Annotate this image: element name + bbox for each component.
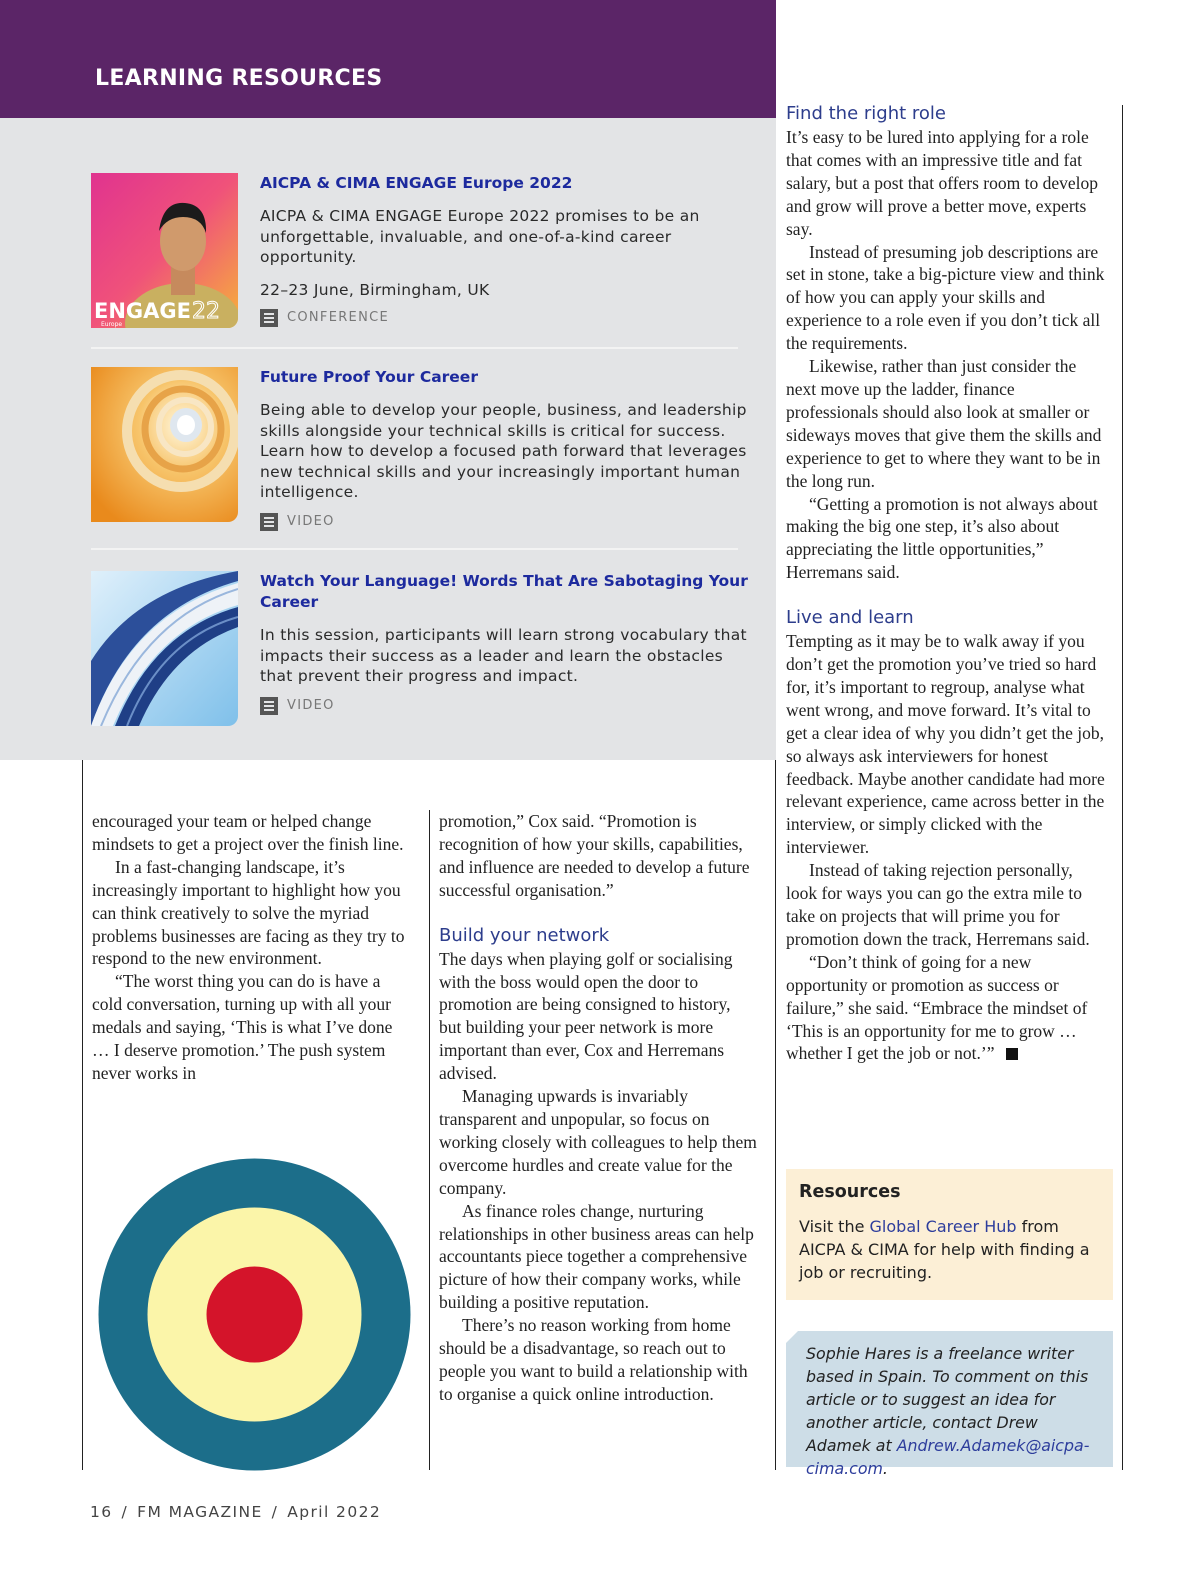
resource-description: AICPA & CIMA ENGAGE Europe 2022 promises to be an unforgettable, invaluable, and one-of-a-kind career opportunity. <box>260 207 700 266</box>
section-title: LEARNING RESOURCES <box>95 66 383 91</box>
section-header <box>0 0 776 118</box>
global-career-hub-link[interactable]: Global Career Hub <box>869 1217 1017 1236</box>
resource-tag-label: VIDEO <box>287 698 335 713</box>
resource-date: 22–23 June, Birmingham, UK <box>260 280 490 299</box>
resources-box <box>786 1169 1113 1300</box>
list-icon <box>260 309 278 327</box>
resource-tag <box>260 513 755 531</box>
subheading: Find the right role <box>786 103 946 124</box>
resource-tag <box>260 697 755 715</box>
bio-text: Sophie Hares is a freelance writer based in Spain. To comment on this article or to suggest an idea for another article, contact Drew Adamek at <box>806 1344 1089 1455</box>
paragraph: Instead of taking rejection personally, look for ways you can go the extra mile to take on projects that will prime you for promotion down the track, Herremans said. <box>786 860 1090 949</box>
resource-tag-label: CONFERENCE <box>287 310 389 325</box>
paragraph: Managing upwards is invariably transparent and unpopular, so focus on working closely with colleagues to help them overcome hurdles and create value for the company. <box>439 1086 757 1198</box>
target-illustration <box>97 1157 412 1472</box>
resources-text-before: Visit the <box>799 1217 870 1236</box>
footer-separator: / <box>271 1503 279 1521</box>
resources-heading: Resources <box>799 1182 901 1202</box>
resource-title-link[interactable]: AICPA & CIMA ENGAGE Europe 2022 <box>260 174 573 192</box>
paragraph: In a fast-changing landscape, it’s increasingly important to highlight how you can think creatively to solve the myriad problems businesses are facing as they try to respond to the new environment. <box>92 856 405 969</box>
bio-corner-notch <box>786 1331 798 1343</box>
subheading: Live and learn <box>786 607 914 629</box>
divider <box>91 347 738 349</box>
resource-description: In this session, participants will learn strong vocabulary that impacts their success as a leader and learn the obstacles that prevent their progress and impact. <box>260 626 747 685</box>
paragraph: encouraged your team or helped change mindsets to get a project over the finish line. <box>92 811 404 854</box>
resource-title-link[interactable]: Future Proof Your Career <box>260 368 478 386</box>
page-number: 16 <box>90 1503 113 1521</box>
engage-logo-sub: Europe <box>101 321 123 328</box>
column-rule <box>775 760 776 1470</box>
engage-logo-text: ENGAGE <box>94 299 191 323</box>
building-image <box>91 571 238 726</box>
subheading: Build your network <box>439 924 610 946</box>
watch-language-thumbnail[interactable] <box>91 571 238 726</box>
resource-tag <box>260 309 755 327</box>
paragraph-text: “Don’t think of going for a new opportunity or promotion as success or failure,” she said. “Embrace the mindset of ‘This is an opportunity for me to grow … whether I get the job or not.’” <box>786 951 1088 1064</box>
column-rule <box>1122 105 1123 1470</box>
paragraph: The days when playing golf or socialising with the boss would open the door to promotion are being consigned to history, but building your peer network is more important than ever, Cox and Herremans advised. <box>439 948 733 1084</box>
article-column-2 <box>439 810 757 1406</box>
paragraph: Instead of presuming job descriptions are set in stone, take a big-picture view and think of how you can apply your skills and experience to a role even if you don’t tick all the requirements. <box>786 241 1105 354</box>
paragraph: As finance roles change, nurturing relationships in other business areas can help accountants piece together a comprehensive picture of how their company works, while building a positive reputation. <box>439 1200 754 1313</box>
paragraph <box>786 951 1108 1066</box>
future-proof-thumbnail[interactable] <box>91 367 238 522</box>
paragraph: Tempting as it may be to walk away if you don’t get the promotion you’ve tried so hard for, it’s important to regroup, analyse what went wrong, and move forward. It’s vital to get a clear idea of why you didn’t get the job, so always ask interviewers for honest feedback. Maybe another candidate had more relevant experience, came across better in the interview, or simply clicked with the interviewer. <box>786 631 1105 858</box>
spiral-staircase-image <box>91 367 238 522</box>
article-column-1 <box>92 810 412 1085</box>
engage-logo-year: 22 <box>192 299 220 324</box>
end-of-article-mark <box>1006 1048 1018 1060</box>
paragraph: It’s easy to be lured into applying for a role that comes with an impressive title and fat salary, but a post that offers room to develop and grow will prove a better move, experts say. <box>786 127 1099 239</box>
resources-text-after: from AICPA & CIMA for help with finding a job or recruiting. <box>799 1217 1090 1282</box>
page-footer <box>90 1503 381 1521</box>
author-bio-box <box>786 1331 1113 1478</box>
resources-text <box>799 1215 1100 1284</box>
engage-thumbnail[interactable] <box>91 173 238 328</box>
issue-date: April 2022 <box>287 1503 382 1521</box>
column-rule <box>429 810 430 1470</box>
resource-description: Being able to develop your people, business, and leadership skills alongside your technical skills is critical for success. Learn how to develop a focused path forward that leverages new technical skills and your increasingly important human intelligence. <box>260 401 747 501</box>
paragraph: Likewise, rather than just consider the next move up the ladder, finance professionals should also look at smaller or sideways moves that give them the skills and experience to get to where they want to be in the long run. <box>786 356 1102 491</box>
divider <box>91 548 738 550</box>
paragraph: promotion,” Cox said. “Promotion is recognition of how your skills, capabilities, and influence are needed to develop a future successful organisation.” <box>439 811 750 900</box>
footer-separator: / <box>121 1503 129 1521</box>
paragraph: “Getting a promotion is not always about making the big one step, it’s also about appreciating the little opportunities,” Herremans said. <box>786 493 1098 583</box>
bio-end: . <box>882 1459 888 1478</box>
column-rule <box>82 760 83 1470</box>
resource-title-link[interactable]: Watch Your Language! Words That Are Sabotaging Your Career <box>260 572 748 611</box>
magazine-name: FM MAGAZINE <box>137 1503 263 1521</box>
list-icon <box>260 697 278 715</box>
author-email-link[interactable]: Andrew.Adamek@aicpa-cima.com <box>806 1436 1090 1478</box>
list-icon <box>260 513 278 531</box>
target-bullseye <box>207 1267 303 1363</box>
paragraph: There’s no reason working from home should be a disadvantage, so reach out to people you want to build a relationship with to organise a quick online introduction. <box>439 1315 748 1404</box>
article-column-3 <box>786 102 1108 1065</box>
resource-tag-label: VIDEO <box>287 514 335 529</box>
engage-image <box>91 173 238 328</box>
paragraph: “The worst thing you can do is have a cold conversation, turning up with all your medals and saying, ‘This is what I’ve done … I deserve promotion.’ The push system never works in <box>92 971 393 1083</box>
